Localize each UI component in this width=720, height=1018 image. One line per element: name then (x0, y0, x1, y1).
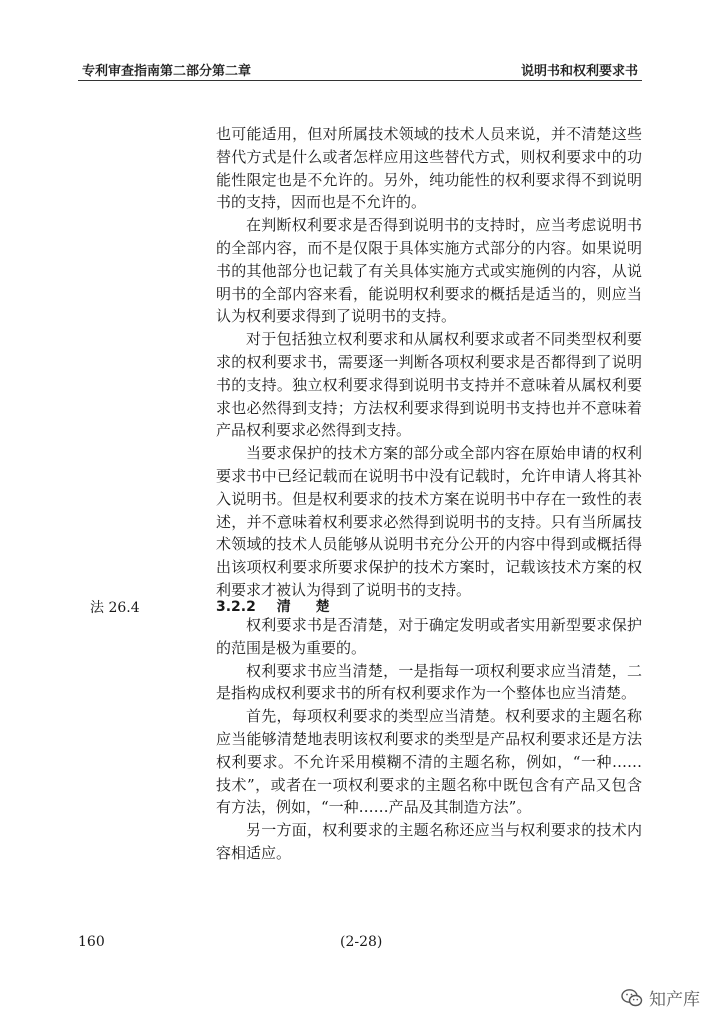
paragraph: 在判断权利要求是否得到说明书的支持时，应当考虑说明书的全部内容，而不是仅限于具体实施方式部分的内容。如果说明书的其他部分也记载了有关具体实施方式或实施例的内容，从说明书的全部内容来看，能说明权利要求的概括是适当的，则应当认为权利要求得到了说明书的支持。 (216, 216, 642, 326)
watermark-text: 知产库 (649, 990, 700, 1010)
wechat-icon (621, 988, 643, 1008)
header-divider (78, 80, 642, 81)
header-section-title: 说明书和权利要求书 (520, 64, 638, 79)
paragraph: 当要求保护的技术方案的部分或全部内容在原始申请的权利要求书中已经记载而在说明书中没有记载时，允许申请人将其补入说明书。但是权利要求的技术方案在说明书中存在一致性的表述，并不意味着权利要求必然得到说明书的支持。只有当所属技术领域的技术人员能够从说明书充分公开的内容中得到或概括得出该项权利要求所要求保护的技术方案时，记载该技术方案的权利要求才被认为得到了说明书的支持。 (216, 444, 642, 599)
section-title: 清 楚 (276, 599, 340, 615)
margin-law-reference: 法 26.4 (90, 600, 140, 616)
paragraph: 另一方面，权利要求的主题名称还应当与权利要求的技术内容相适应。 (216, 821, 642, 862)
running-header (78, 56, 642, 78)
section-number: 3.2.2 (216, 599, 256, 615)
body-text-bottom (216, 614, 642, 865)
paragraph: 对于包括独立权利要求和从属权利要求或者不同类型权利要求的权利要求书，需要逐一判断各项权利要求是否都得到了说明书的支持。独立权利要求得到说明书支持并不意味着从属权利要求也必然得到支持；方法权利要求得到说明书支持也并不意味着产品权利要求必然得到支持。 (216, 330, 642, 440)
paragraph: 权利要求书是否清楚，对于确定发明或者实用新型要求保护的范围是极为重要的。 (216, 616, 642, 657)
paragraph: 权利要求书应当清楚，一是指每一项权利要求应当清楚，二是指构成权利要求书的所有权利要求作为一个整体也应当清楚。 (216, 661, 642, 703)
page-number: 160 (78, 934, 105, 950)
header-chapter-title: 专利审查指南第二部分第二章 (82, 64, 252, 79)
section-heading (216, 596, 340, 616)
paragraph: 首先，每项权利要求的类型应当清楚。权利要求的主题名称应当能够清楚地表明该权利要求的类型是产品权利要求还是方法权利要求。不允许采用模糊不清的主题名称，例如，“一种……技术”，或者在一项权利要求的主题名称中既包含有产品又包含有方法，例如，“一种……产品及其制造方法”。 (216, 707, 642, 817)
paragraph-continued: 也可能适用，但对所属技术领域的技术人员来说，并不清楚这些替代方式是什么或者怎样应用这些替代方式，则权利要求中的功能性限定也是不允许的。另外，纯功能性的权利要求得不到说明书的支持，因而也是不允许的。 (216, 125, 642, 212)
page-code: (2-28) (340, 934, 383, 950)
body-text-top (216, 123, 642, 602)
watermark (621, 985, 700, 1010)
